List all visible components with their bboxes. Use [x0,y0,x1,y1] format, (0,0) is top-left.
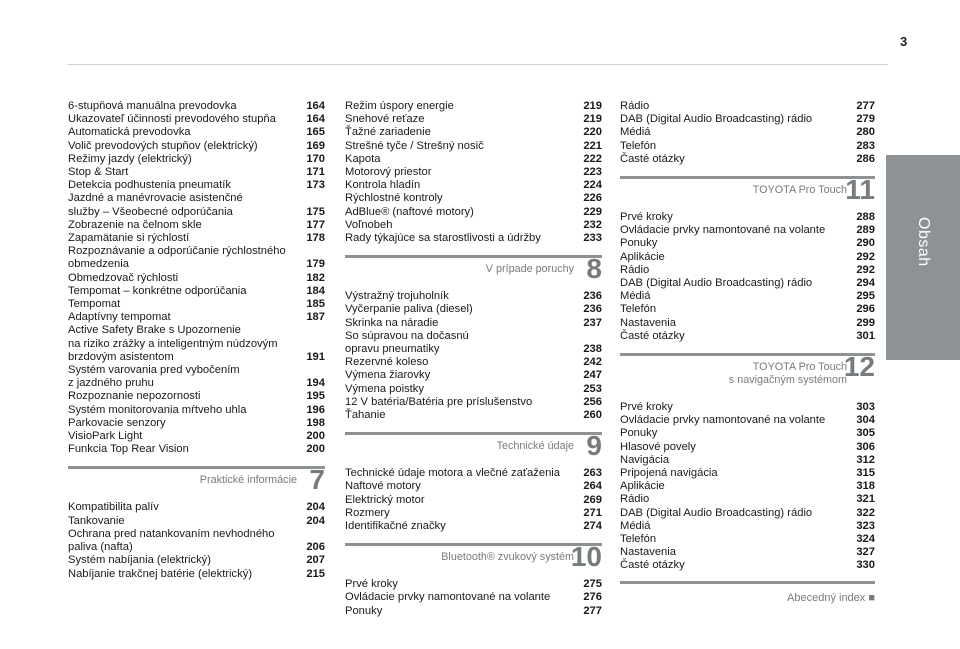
toc-entry[interactable] [68,245,325,271]
toc-entry-page: 301 [856,329,875,342]
toc-entry-page: 315 [856,467,875,480]
toc-entry-page: 184 [306,284,325,297]
toc-entry[interactable] [345,206,602,219]
toc-entry-title: Pripojená navigácia [620,467,718,480]
toc-entry-page: 295 [856,290,875,303]
toc-entry[interactable] [620,251,875,264]
toc-entry-page: 323 [856,519,875,532]
toc-entry-title: Tempomat – konkrétne odporúčania [68,284,247,297]
chapter-title: TOYOTA Pro Touch [752,184,847,197]
toc-entry-page: 253 [583,382,602,395]
toc-entry[interactable] [620,520,875,533]
toc-entry-page: 164 [306,100,325,112]
chapter-number: 7 [309,464,325,496]
toc-entry-title: 12 V batéria/Batéria pre príslušenstvo [345,395,533,408]
toc-entry[interactable] [620,317,875,330]
chapter-title: V prípade poruchy [485,263,574,276]
toc-entry-page: 322 [856,506,875,519]
toc-entry-title: DAB (Digital Audio Broadcasting) rádio [620,506,813,519]
toc-entry-page: 233 [583,232,602,245]
toc-entry[interactable] [620,546,875,559]
toc-entry-page: 204 [306,514,325,527]
toc-entry-page: 215 [306,567,325,580]
toc-entry-page: 204 [306,501,325,514]
toc-entry-title: Systém monitorovania mŕtveho uhla [68,403,247,416]
toc-entry[interactable] [620,153,875,166]
toc-entry-title: Zapamätanie si rýchlostí [68,232,190,245]
toc-entry-page: 260 [583,409,602,422]
toc-entry-title: Výmena poistky [345,382,424,395]
toc-entry-page: 305 [856,427,875,440]
toc-entry-title: Výmena žiarovky [345,369,431,382]
toc-entry-title: Rádio [620,493,650,506]
toc-entry-page: 196 [306,403,325,416]
chapter-header[interactable] [345,255,602,290]
toc-entry-page: 177 [306,218,325,231]
toc-entry-title: Stop & Start [68,166,129,179]
toc-entry-title: Rozpoznanie nepozornosti [68,390,201,403]
toc-entry[interactable] [620,330,875,343]
toc-entry-page: 286 [856,152,875,165]
toc-entry-title: Volič prevodových stupňov (elektrický) [68,139,258,152]
toc-entry[interactable] [68,126,325,139]
toc-entry-title: Telefón [620,533,657,546]
toc-entry[interactable] [620,480,875,493]
toc-entry-page: 226 [583,192,602,205]
toc-entry[interactable] [345,232,602,245]
toc-entry[interactable] [620,237,875,250]
toc-entry-title: Technické údaje motora a vlečné zaťaženia [345,467,561,480]
toc-entry-page: 321 [856,493,875,506]
toc-entry[interactable] [68,272,325,285]
toc-entry-title: Časté otázky [620,152,685,165]
toc-entry-page: 288 [856,211,875,224]
toc-entry-title: Identifikačné značky [345,520,446,533]
toc-entry[interactable] [68,528,325,554]
toc-entry[interactable] [68,219,325,232]
toc-entry-title: Detekcia podhustenia pneumatík [68,179,231,192]
toc-entry-title: Médiá [620,290,651,303]
toc-entry-page: 256 [583,395,602,408]
toc-entry[interactable] [345,303,602,316]
toc-entry-page: 237 [583,316,602,329]
toc-entry-title: Elektrický motor [345,493,425,506]
toc-entry-title: DAB (Digital Audio Broadcasting) rádio [620,277,813,290]
toc-entry[interactable] [68,364,325,390]
side-tab-label: Obsah [915,217,932,267]
toc-entry-page: 242 [583,356,602,369]
toc-entry-title: Tempomat [68,298,121,311]
toc-entry-title: Funkcia Top Rear Vision [68,443,189,456]
page-number: 3 [900,34,908,49]
chapter-header[interactable] [620,176,875,211]
toc-entry-title: 6-stupňová manuálna prevodovka [68,100,237,112]
toc-entry-title: Vyčerpanie paliva (diesel) [345,303,473,316]
toc-entry-title: Tankovanie [68,514,125,527]
toc-entry-title: Médiá [620,126,651,139]
toc-entry[interactable] [345,578,602,591]
toc-entry-page: 280 [856,126,875,139]
toc-entry-page: 290 [856,237,875,250]
chapter-title: Bluetooth® zvukový systém [441,551,574,564]
toc-entry-title: Rozpoznávanie a odporúčanie rýchlostného obmedzenia [68,245,286,271]
toc-entry-title: Automatická prevodovka [68,126,191,139]
toc-entry[interactable] [345,126,602,139]
toc-entry[interactable] [620,454,875,467]
toc-entry-title: Ukazovateľ účinnosti prevodového stupňa [68,113,276,126]
toc-entry[interactable] [68,140,325,153]
toc-entry-page: 294 [856,277,875,290]
toc-entry[interactable] [345,290,602,303]
chapter-title: Praktické informácie [199,474,297,487]
toc-entry-page: 296 [856,303,875,316]
toc-entry-page: 271 [583,506,602,519]
toc-entry-page: 165 [306,126,325,139]
toc-entry[interactable] [345,605,602,618]
toc-entry-title: Kontrola hladín [345,179,421,192]
toc-entry[interactable] [345,140,602,153]
toc-entry-page: 185 [306,298,325,311]
toc-entry-title: Ťažné zariadenie [345,126,431,139]
toc-entry[interactable] [620,303,875,316]
toc-entry[interactable] [620,507,875,520]
toc-entry[interactable] [345,591,602,604]
toc-entry[interactable] [620,493,875,506]
toc-entry-page: 182 [306,271,325,284]
toc-entry-page: 206 [306,541,325,554]
toc-entry[interactable] [620,559,875,572]
toc-entry[interactable] [345,396,602,409]
toc-entry[interactable] [68,298,325,311]
chapter-header[interactable] [68,466,325,501]
toc-entry[interactable] [620,533,875,546]
toc-entry[interactable] [620,290,875,303]
toc-entry-title: Kapota [345,152,381,165]
toc-entry-page: 318 [856,480,875,493]
toc-entry-title: Aplikácie [620,250,665,263]
toc-entry-title: Výstražný trojuholník [345,290,449,303]
toc-entry[interactable] [620,467,875,480]
toc-entry-title: Prvé kroky [620,211,673,224]
toc-entry-page: 247 [583,369,602,382]
toc-entry-page: 304 [856,414,875,427]
toc-entry[interactable] [68,501,325,514]
toc-entry-title: Ponuky [620,427,658,440]
toc-entry-page: 312 [856,453,875,466]
toc-entry-title: Ovládacie prvky namontované na volante [345,591,551,604]
toc-entry[interactable] [345,100,602,113]
chapter-number: 12 [843,351,875,383]
toc-entry-title: Rady týkajúce sa starostlivosti a údržby [345,232,541,245]
toc-entry-page: 219 [583,100,602,112]
toc-entry[interactable] [68,166,325,179]
toc-entry-page: 277 [583,604,602,617]
alphabetical-index-link[interactable]: Abecedný index ■ [787,592,875,604]
toc-entry-page: 222 [583,152,602,165]
toc-entry-title: Ponuky [620,237,658,250]
chapter-number: 8 [586,253,602,285]
toc-entry-title: Médiá [620,519,651,532]
toc-entry-title: Strešné tyče / Strešný nosič [345,139,484,152]
toc-entry[interactable] [68,192,325,218]
toc-entry-page: 171 [306,166,325,179]
toc-entry-title: Časté otázky [620,329,685,342]
toc-entry-page: 275 [583,578,602,591]
toc-entry-page: 195 [306,390,325,403]
toc-entry-title: Rezervné koleso [345,356,429,369]
toc-entry[interactable] [68,515,325,528]
toc-entry-title: So súpravou na dočasnú opravu pneumatiky [345,329,469,356]
toc-entry-title: Systém nabíjania (elektrický) [68,554,212,567]
toc-entry[interactable] [620,211,875,224]
toc-entry-page: 299 [856,316,875,329]
toc-entry-page: 292 [856,263,875,276]
chapter-number: 9 [586,430,602,462]
toc-entry-title: Zobrazenie na čelnom skle [68,218,202,231]
toc-entry-page: 207 [306,554,325,567]
toc-entry[interactable] [345,507,602,520]
toc-entry-page: 179 [306,258,325,271]
toc-entry-title: Nabíjanie trakčnej batérie (elektrický) [68,567,253,580]
toc-entry[interactable] [68,417,325,430]
toc-entry-page: 292 [856,250,875,263]
toc-entry-page: 289 [856,224,875,237]
toc-entry-page: 274 [583,520,602,533]
toc-entry-title: Rádio [620,263,650,276]
toc-entry-title: Parkovacie senzory [68,416,166,429]
toc-entry-title: Aplikácie [620,480,665,493]
toc-column-3 [620,100,875,573]
toc-entry-title: Režim úspory energie [345,100,454,112]
toc-entry[interactable] [68,554,325,567]
toc-entry-title: VisioPark Light [68,430,143,443]
toc-entry-title: Ovládacie prvky namontované na volante [620,224,826,237]
toc-entry[interactable] [620,100,875,113]
toc-entry[interactable] [68,285,325,298]
toc-entry-page: 198 [306,416,325,429]
toc-entry-title: Voľnobeh [345,218,393,231]
toc-entry[interactable] [68,113,325,126]
toc-entry-page: 170 [306,152,325,165]
toc-entry-title: Režimy jazdy (elektrický) [68,152,192,165]
chapter-number: 11 [845,174,875,206]
toc-entry-title: Snehové reťaze [345,113,425,126]
toc-entry[interactable] [68,430,325,443]
toc-entry[interactable] [345,383,602,396]
toc-entry-page: 173 [306,179,325,192]
toc-column-2 [345,100,602,618]
top-divider [68,64,888,65]
toc-entry[interactable] [620,401,875,414]
toc-entry[interactable] [68,324,325,364]
toc-entry[interactable] [345,356,602,369]
toc-entry[interactable] [345,480,602,493]
toc-entry-page: 191 [306,350,325,363]
toc-entry-title: Nastavenia [620,316,676,329]
footer-divider [620,581,875,584]
toc-entry-page: 236 [583,290,602,303]
toc-entry[interactable] [345,192,602,205]
toc-entry[interactable] [620,140,875,153]
chapter-number: 10 [570,541,602,573]
toc-entry-page: 220 [583,126,602,139]
toc-entry-title: Ochrana pred natankovaním nevhodného paliva (nafta) [68,527,275,554]
toc-entry-page: 200 [306,443,325,456]
toc-entry-title: Ponuky [345,604,383,617]
toc-entry-page: 178 [306,232,325,245]
toc-entry-title: Telefón [620,139,657,152]
toc-entry[interactable] [620,126,875,139]
toc-entry[interactable] [345,494,602,507]
toc-entry-title: Rádio [620,100,650,112]
toc-entry-title: Naftové motory [345,480,421,493]
side-tab[interactable] [886,155,960,360]
toc-entry-page: 187 [306,311,325,324]
toc-entry-page: 194 [306,377,325,390]
toc-entry-page: 223 [583,166,602,179]
toc-entry-title: Telefón [620,303,657,316]
toc-entry-title: Obmedzovač rýchlosti [68,271,179,284]
toc-entry-page: 303 [856,401,875,414]
toc-entry[interactable] [345,179,602,192]
toc-entry-title: Kompatibilita palív [68,501,159,514]
toc-entry[interactable] [68,390,325,403]
toc-entry[interactable] [620,113,875,126]
toc-entry-page: 276 [583,591,602,604]
toc-entry-title: Ovládacie prvky namontované na volante [620,414,826,427]
toc-entry[interactable] [620,264,875,277]
toc-entry-page: 232 [583,218,602,231]
toc-entry-title: Jazdné a manévrovacie asistenčné služby – Všeobecné odporúčania [68,192,243,218]
toc-entry-page: 164 [306,113,325,126]
toc-entry-title: Navigácia [620,453,670,466]
toc-entry-page: 175 [306,205,325,218]
toc-entry-title: Skrinka na náradie [345,316,439,329]
toc-entry[interactable] [620,224,875,237]
toc-entry[interactable] [345,153,602,166]
toc-entry[interactable] [68,568,325,581]
toc-entry-page: 327 [856,546,875,559]
toc-entry-title: AdBlue® (naftové motory) [345,205,474,218]
toc-entry-page: 238 [583,343,602,356]
toc-entry[interactable] [620,427,875,440]
toc-entry[interactable] [68,232,325,245]
toc-entry-title: Prvé kroky [620,401,673,414]
toc-entry[interactable] [345,409,602,422]
toc-entry-title: Nastavenia [620,546,676,559]
toc-entry-title: Časté otázky [620,559,685,572]
toc-entry[interactable] [345,166,602,179]
toc-entry-page: 236 [583,303,602,316]
chapter-title: Technické údaje [496,440,574,453]
toc-entry[interactable] [345,113,602,126]
toc-entry[interactable] [345,317,602,330]
toc-entry[interactable] [620,277,875,290]
toc-entry[interactable] [68,443,325,456]
toc-entry-title: Systém varovania pred vybočením z jazdného pruhu [68,364,240,390]
chapter-header[interactable] [620,353,875,401]
toc-entry-page: 306 [856,440,875,453]
toc-entry[interactable] [620,441,875,454]
toc-entry-title: Active Safety Brake s Upozornenie na riziko zrážky a inteligentným núdzovým brzdovým asistentom [68,324,278,363]
toc-entry-page: 277 [856,100,875,112]
toc-entry-page: 229 [583,205,602,218]
toc-entry-page: 279 [856,113,875,126]
toc-entry-title: Rozmery [345,506,390,519]
toc-entry[interactable] [345,219,602,232]
toc-entry[interactable] [68,311,325,324]
toc-entry[interactable] [345,369,602,382]
toc-entry[interactable] [68,153,325,166]
toc-entry-page: 221 [583,139,602,152]
toc-entry-title: Rýchlostné kontroly [345,192,443,205]
toc-entry-title: Hlasové povely [620,440,696,453]
toc-entry[interactable] [620,414,875,427]
toc-entry-title: Adaptívny tempomat [68,311,171,324]
chapter-header[interactable] [345,543,602,578]
toc-column-1 [68,100,325,581]
toc-entry-page: 264 [583,480,602,493]
toc-entry-page: 330 [856,559,875,572]
toc-entry-page: 200 [306,430,325,443]
toc-entry-title: Prvé kroky [345,578,398,591]
toc-entry-page: 324 [856,533,875,546]
toc-entry-page: 169 [306,139,325,152]
toc-entry[interactable] [345,330,602,356]
toc-entry[interactable] [68,179,325,192]
chapter-header[interactable] [345,432,602,467]
toc-entry-page: 269 [583,493,602,506]
toc-entry-title: Ťahanie [345,409,386,422]
toc-entry[interactable] [345,467,602,480]
chapter-title: TOYOTA Pro Touch s navigačným systémom [728,361,847,387]
toc-entry-page: 263 [583,467,602,480]
toc-entry-page: 283 [856,139,875,152]
toc-entry-page: 219 [583,113,602,126]
toc-entry[interactable] [68,100,325,113]
toc-entry[interactable] [345,520,602,533]
toc-entry-title: Motorový priestor [345,166,432,179]
toc-entry-title: DAB (Digital Audio Broadcasting) rádio [620,113,813,126]
toc-entry-page: 224 [583,179,602,192]
toc-entry[interactable] [68,404,325,417]
